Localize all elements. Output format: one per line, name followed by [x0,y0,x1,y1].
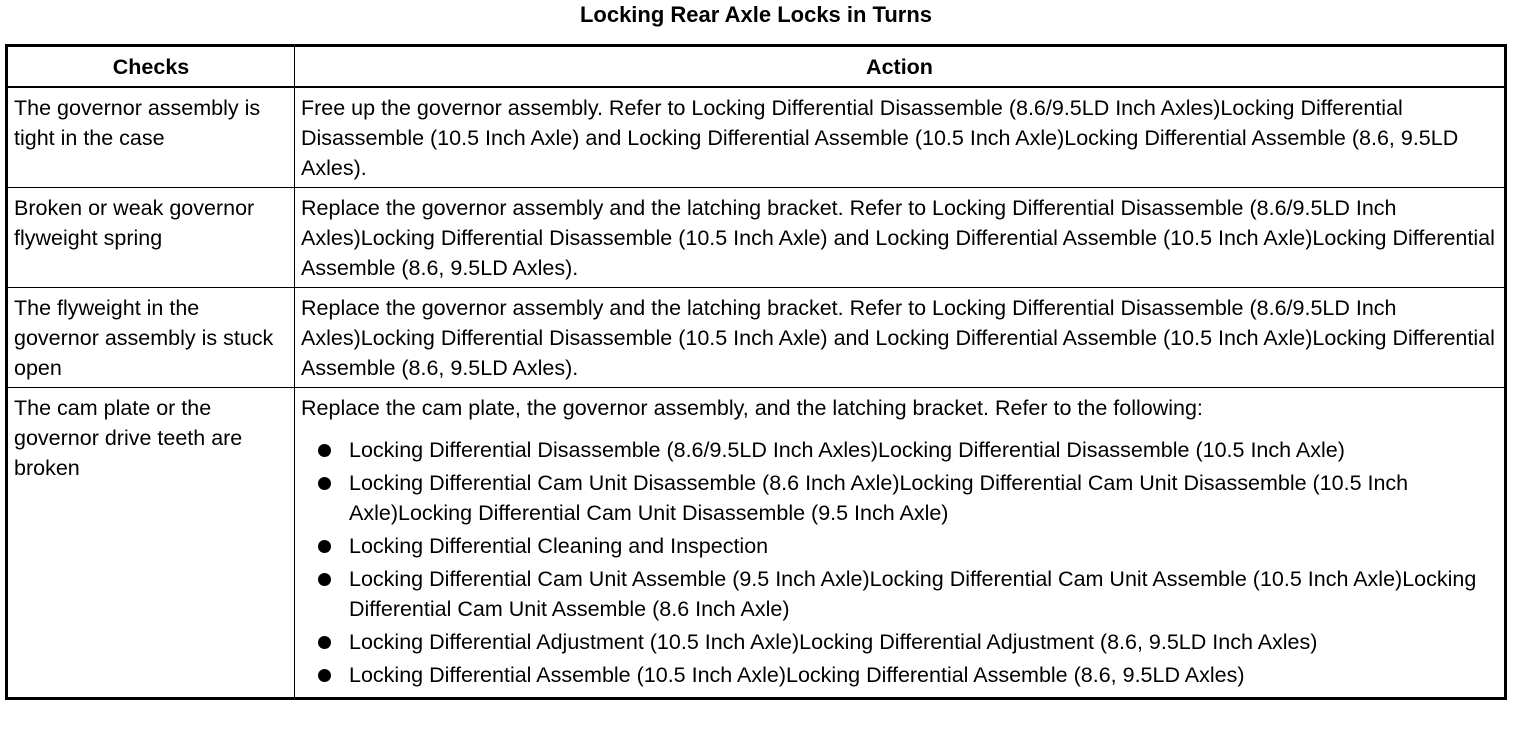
column-header-action: Action [295,46,1506,88]
action-cell: Replace the governor assembly and the latching bracket. Refer to Locking Differential Disassemble (8.6/9.5LD Inch Axles)Locking Differential Disassemble (10.5 Inch Axle) and Locking Differential Assemble (10.5 Inch Axle)Locking Differential Assemble (8.6, 9.5LD Axles). [295,188,1506,288]
reference-link[interactable]: Locking Differential Adjustment (10.5 Inch Axle)Locking Differential Adjustment (8.6, 9.5LD Inch Axles) [349,630,1318,654]
list-item [301,660,1500,690]
check-cell: The flyweight in the governor assembly is stuck open [7,288,295,388]
list-item [301,531,1500,561]
list-item [301,468,1500,528]
table-row [7,87,1506,188]
list-item [301,564,1500,624]
table-row [7,288,1506,388]
list-item [301,627,1500,657]
table-row [7,188,1506,288]
action-intro: Replace the cam plate, the governor assembly, and the latching bracket. Refer to the following: [301,396,1203,420]
reference-link[interactable]: Locking Differential Disassemble (8.6/9.5LD Inch Axles)Locking Differential Disassemble (10.5 Inch Axle) [349,438,1345,462]
bullet-icon [318,540,331,553]
reference-link[interactable]: Locking Differential Cam Unit Assemble (9.5 Inch Axle)Locking Differential Cam Unit Assemble (10.5 Inch Axle)Locking Differential Cam Unit Assemble (8.6 Inch Axle) [349,567,1477,621]
page-title: Locking Rear Axle Locks in Turns [579,2,933,27]
reference-link[interactable]: Locking Differential Cam Unit Disassemble (8.6 Inch Axle)Locking Differential Cam Unit Disassemble (10.5 Inch Axle)Locking Differential Cam Unit Disassemble (9.5 Inch Axle) [349,471,1409,525]
reference-list [301,435,1500,690]
bullet-icon [318,573,331,586]
check-cell: The cam plate or the governor drive teeth are broken [7,388,295,699]
reference-link[interactable]: Locking Differential Cleaning and Inspection [349,534,769,558]
reference-link[interactable]: Locking Differential Assemble (10.5 Inch Axle)Locking Differential Assemble (8.6, 9.5LD Axles) [349,663,1245,687]
action-cell: Replace the governor assembly and the latching bracket. Refer to Locking Differential Disassemble (8.6/9.5LD Inch Axles)Locking Differential Disassemble (10.5 Inch Axle) and Locking Differential Assemble (10.5 Inch Axle)Locking Differential Assemble (8.6, 9.5LD Axles). [295,288,1506,388]
action-cell [295,388,1506,699]
diagnostic-table [5,44,1507,700]
table-row [7,388,1506,699]
check-cell: The governor assembly is tight in the case [7,87,295,188]
bullet-icon [318,636,331,649]
bullet-icon [318,669,331,682]
bullet-icon [318,444,331,457]
check-cell: Broken or weak governor flyweight spring [7,188,295,288]
list-item [301,435,1500,465]
table-header-row [7,46,1506,88]
action-cell: Free up the governor assembly. Refer to Locking Differential Disassemble (8.6/9.5LD Inch Axles)Locking Differential Disassemble (10.5 Inch Axle) and Locking Differential Assemble (10.5 Inch Axle)Locking Differential Assemble (8.6, 9.5LD Axles). [295,87,1506,188]
column-header-checks: Checks [7,46,295,88]
bullet-icon [318,477,331,490]
